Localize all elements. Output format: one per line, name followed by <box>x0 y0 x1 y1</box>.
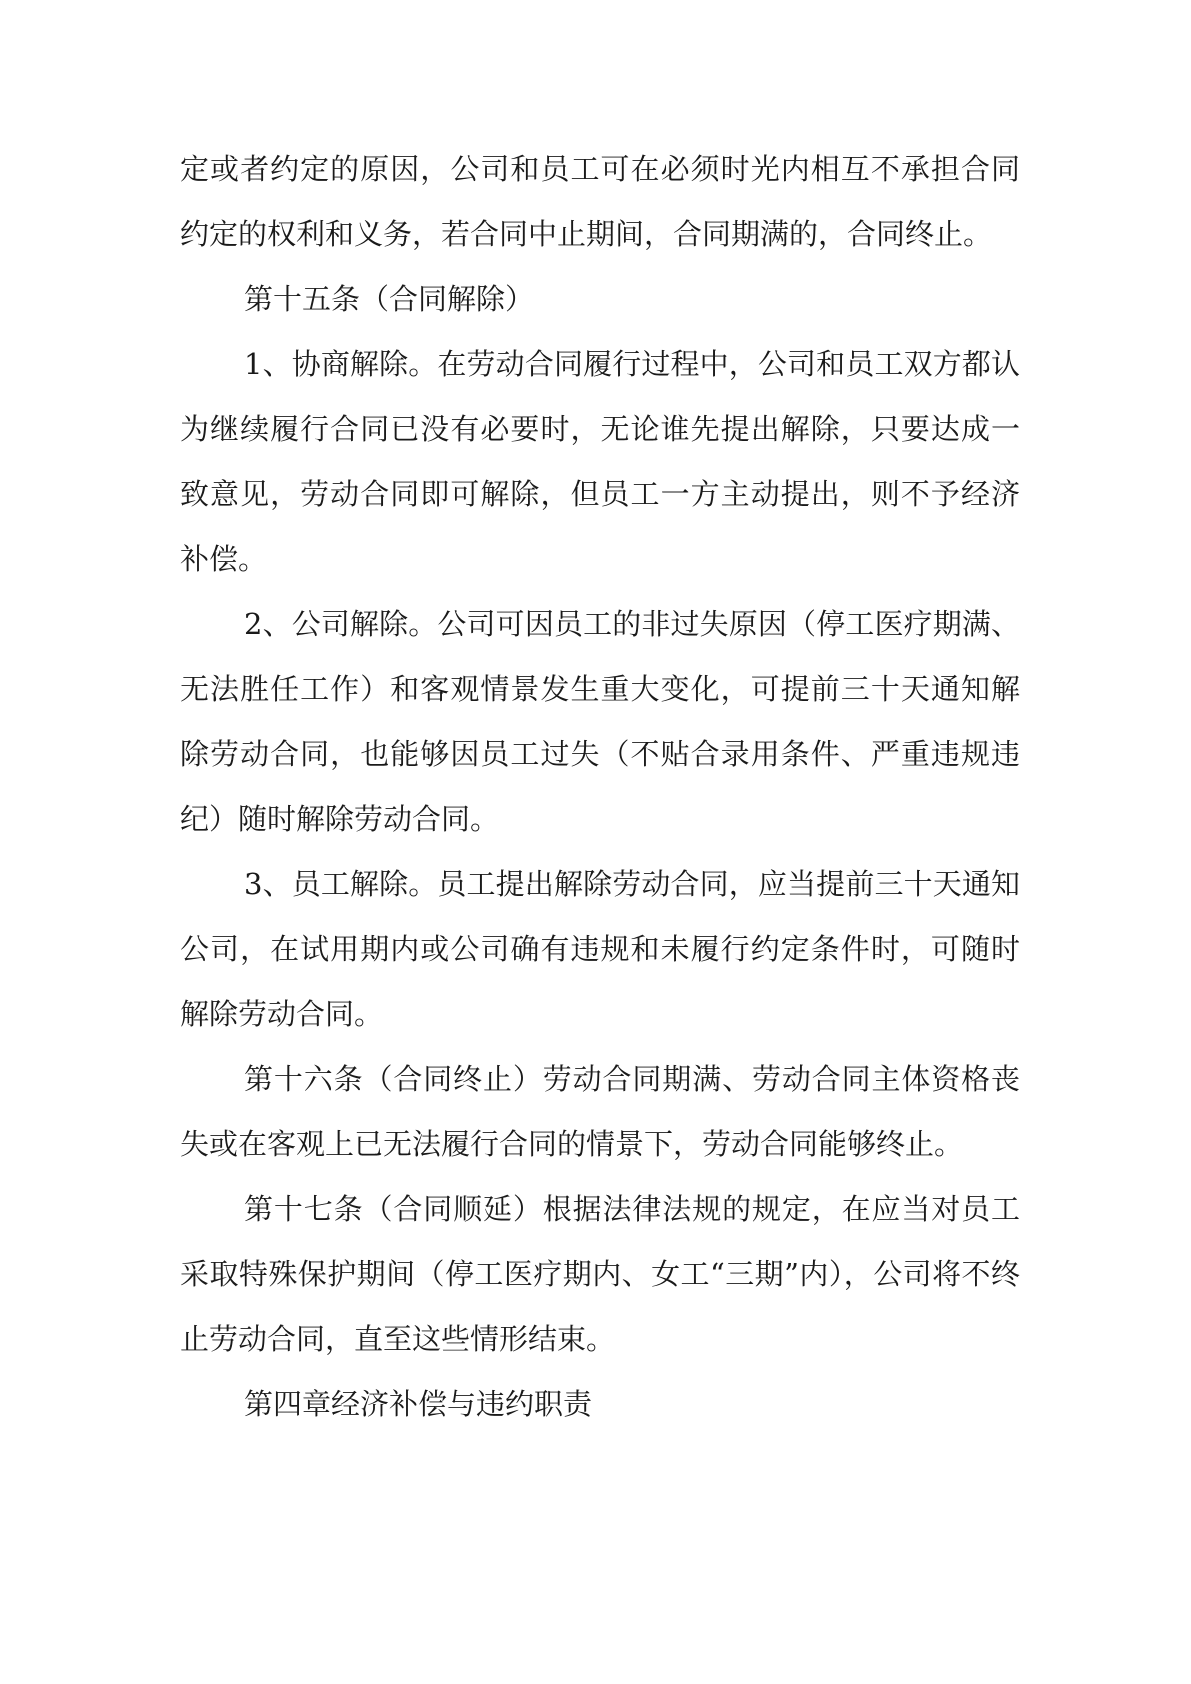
article-15-heading: 第十五条（合同解除） <box>244 282 535 316</box>
paragraph-continuation: 定或者约定的原因，公司和员工可在必须时光内相互不承担合同约定的权利和义务，若合同中止期间，合同期满的，合同终止。 <box>180 152 1020 251</box>
article-15-clause-1: 1、协商解除。在劳动合同履行过程中，公司和员工双方都认为继续履行合同已没有必要时，无论谁先提出解除，只要达成一致意见，劳动合同即可解除，但员工一方主动提出，则不予经济补偿。 <box>180 347 1020 576</box>
article-16: 第十六条（合同终止）劳动合同期满、劳动合同主体资格丧失或在客观上已无法履行合同的情景下，劳动合同能够终止。 <box>180 1062 1020 1161</box>
document-body <box>180 137 1020 1437</box>
article-15-clause-3: 3、员工解除。员工提出解除劳动合同，应当提前三十天通知公司，在试用期内或公司确有违规和未履行约定条件时，可随时解除劳动合同。 <box>180 867 1020 1031</box>
chapter-4-heading: 第四章经济补偿与违约职责 <box>244 1387 593 1421</box>
article-17: 第十七条（合同顺延）根据法律法规的规定，在应当对员工采取特殊保护期间（停工医疗期内、女工“三期”内），公司将不终止劳动合同，直至这些情形结束。 <box>180 1192 1020 1356</box>
article-15-clause-2: 2、公司解除。公司可因员工的非过失原因（停工医疗期满、无法胜任工作）和客观情景发生重大变化，可提前三十天通知解除劳动合同，也能够因员工过失（不贴合录用条件、严重违规违纪）随时解除劳动合同。 <box>180 607 1020 836</box>
